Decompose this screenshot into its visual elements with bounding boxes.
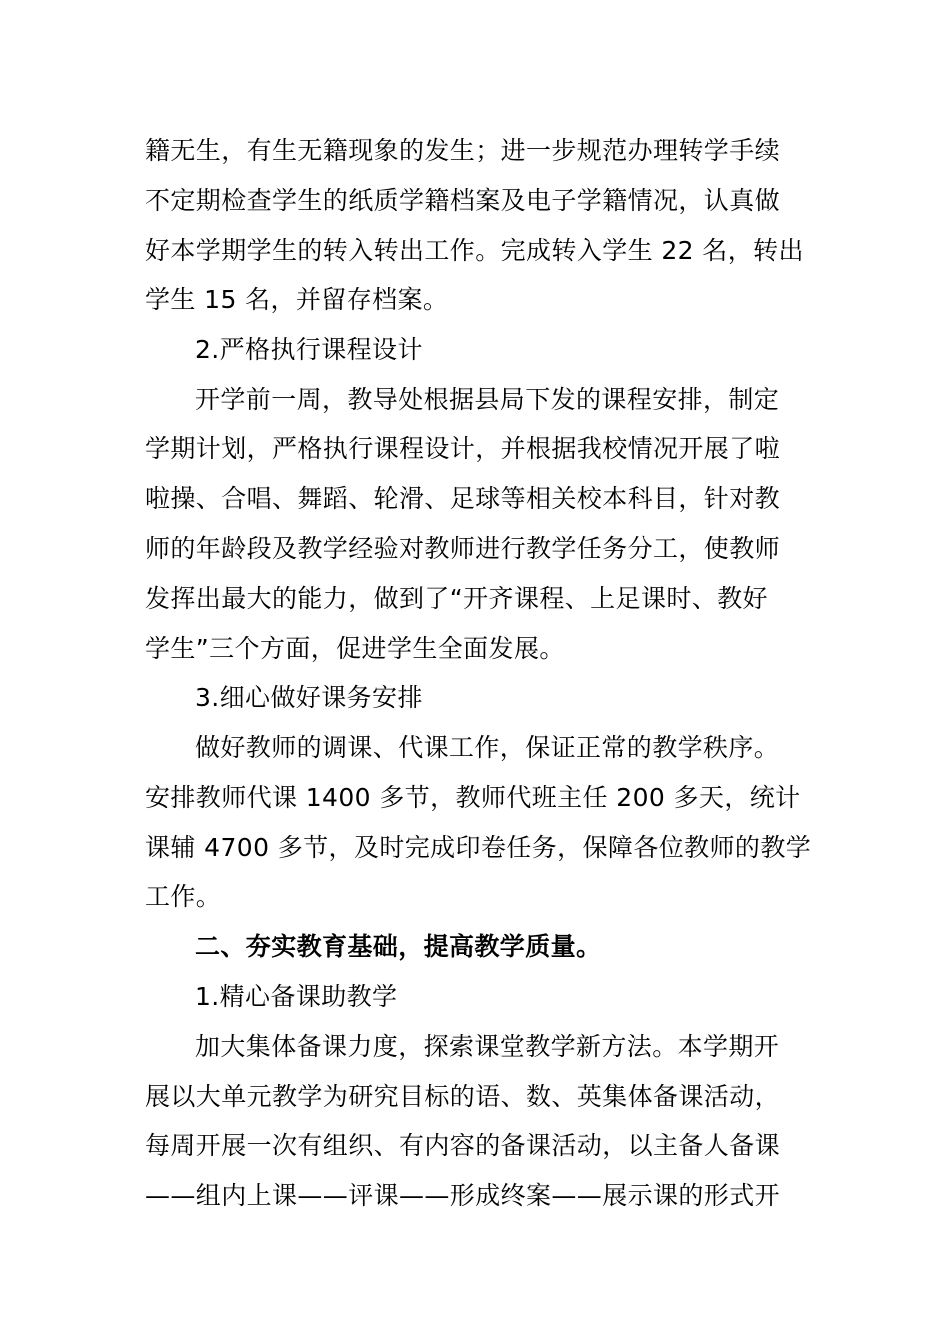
paragraph-line: 课辅 4700 多节，及时完成印卷任务，保障各位教师的教学 (145, 833, 812, 862)
chapter-heading: 二、夯实教育基础，提高教学质量。 (195, 932, 602, 961)
paragraph-line: 学生”三个方面，促进学生全面发展。 (145, 634, 565, 663)
paragraph-line: 每周开展一次有组织、有内容的备课活动，以主备人备课 (145, 1131, 781, 1160)
paragraph-line: 展以大单元教学为研究目标的语、数、英集体备课活动， (145, 1082, 781, 1111)
paragraph-line: 啦操、合唱、舞蹈、轮滑、足球等相关校本科目，针对教 (145, 484, 781, 513)
paragraph-line: 做好教师的调课、代课工作，保证正常的教学秩序。 (195, 733, 780, 762)
section-heading: 3.细心做好课务安排 (195, 683, 423, 712)
paragraph-line: 师的年龄段及教学经验对教师进行教学任务分工，使教师 (145, 534, 781, 563)
section-heading: 1.精心备课助教学 (195, 982, 398, 1011)
paragraph-line: 学生 15 名，并留存档案。 (145, 285, 449, 314)
paragraph-line: 不定期检查学生的纸质学籍档案及电子学籍情况，认真做 (145, 186, 781, 215)
section-heading: 2.严格执行课程设计 (195, 335, 423, 364)
paragraph-line: ——组内上课——评课——形成终案——展示课的形式开 (145, 1181, 781, 1210)
paragraph-line: 学期计划，严格执行课程设计，并根据我校情况开展了啦 (145, 434, 781, 463)
paragraph-line: 籍无生，有生无籍现象的发生；进一步规范办理转学手续 (145, 136, 781, 165)
paragraph-line: 好本学期学生的转入转出工作。完成转入学生 22 名，转出 (145, 236, 804, 265)
paragraph-line: 工作。 (145, 882, 222, 911)
paragraph-line: 开学前一周，教导处根据县局下发的课程安排，制定 (195, 385, 780, 414)
paragraph-line: 安排教师代课 1400 多节，教师代班主任 200 多天，统计 (145, 783, 801, 812)
paragraph-line: 发挥出最大的能力，做到了“开齐课程、上足课时、教好 (145, 584, 768, 613)
paragraph-line: 加大集体备课力度，探索课堂教学新方法。本学期开 (195, 1032, 780, 1061)
